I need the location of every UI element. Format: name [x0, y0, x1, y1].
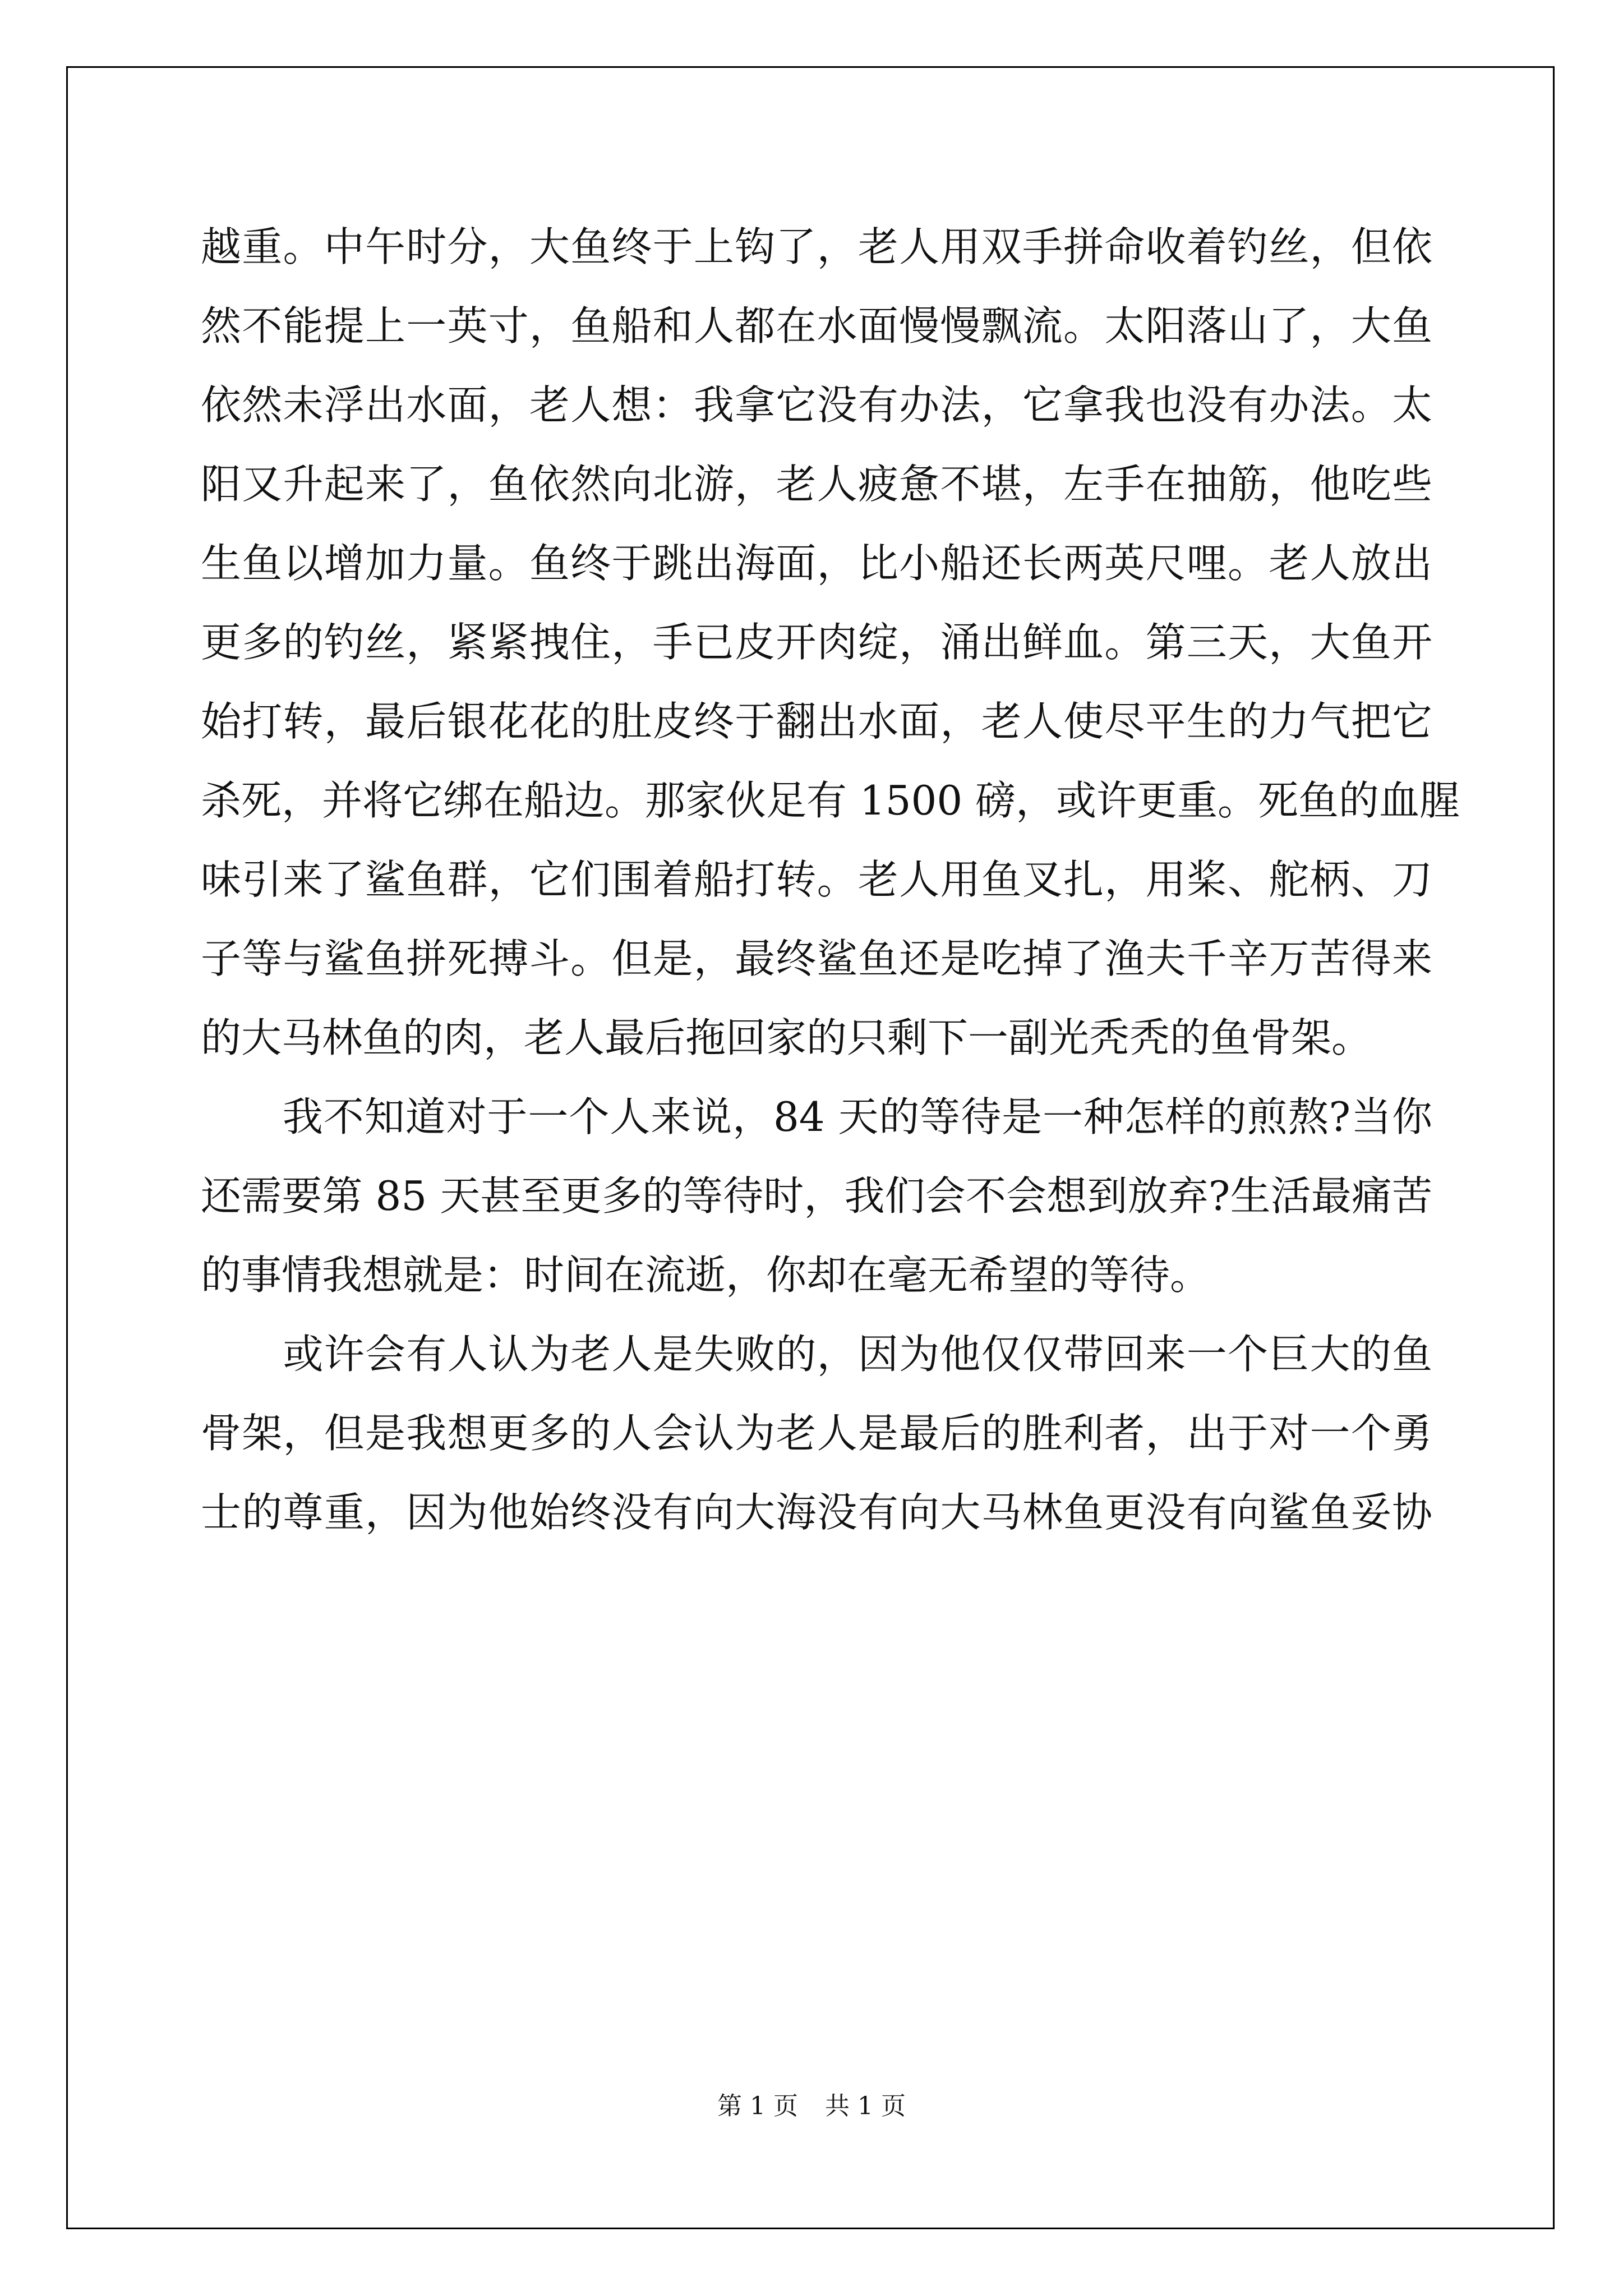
text-line: 依然未浮出水面，老人想：我拿它没有办法，它拿我也没有办法。太 [201, 381, 1432, 429]
page-total: 共 1 页 [825, 2092, 906, 2120]
text-line: 味引来了鲨鱼群，它们围着船打转。老人用鱼叉扎，用桨、舵柄、刀 [201, 856, 1432, 903]
text-line: 的大马林鱼的肉，老人最后拖回家的只剩下一副光秃秃的鱼骨架。 [201, 1014, 1372, 1061]
text-line: 士的尊重，因为他始终没有向大海没有向大马林鱼更没有向鲨鱼妥协 [201, 1489, 1432, 1536]
text-line: 子等与鲨鱼拼死搏斗。但是，最终鲨鱼还是吃掉了渔夫千辛万苦得来 [201, 935, 1432, 982]
page-number: 第 1 页 [717, 2092, 798, 2120]
text-line: 骨架，但是我想更多的人会认为老人是最后的胜利者，出于对一个勇 [201, 1410, 1432, 1457]
text-line: 或许会有人认为老人是失败的，因为他仅仅带回来一个巨大的鱼 [201, 1331, 1432, 1378]
text-line: 的事情我想就是：时间在流逝，你却在毫无希望的等待。 [201, 1251, 1211, 1299]
page-footer [0, 2086, 1623, 2122]
text-line: 然不能提上一英寸，鱼船和人都在水面慢慢飘流。太阳落山了，大鱼 [201, 302, 1432, 349]
text-line: 我不知道对于一个人来说，84 天的等待是一种怎样的煎熬?当你 [201, 1093, 1432, 1140]
text-line: 阳又升起来了，鱼依然向北游，老人疲惫不堪，左手在抽筋，他吃些 [201, 461, 1432, 508]
text-line: 生鱼以增加力量。鱼终于跳出海面，比小船还长两英尺哩。老人放出 [201, 540, 1432, 587]
text-line: 越重。中午时分，大鱼终于上钩了，老人用双手拼命收着钓丝，但依 [201, 223, 1432, 270]
text-line: 更多的钓丝，紧紧拽住，手已皮开肉绽，涌出鲜血。第三天，大鱼开 [201, 619, 1432, 666]
document-body [201, 208, 1460, 1552]
text-line: 还需要第 85 天甚至更多的等待时，我们会不会想到放弃?生活最痛苦 [201, 1172, 1432, 1220]
text-line: 始打转，最后银花花的肚皮终于翻出水面，老人使尽平生的力气把它 [201, 698, 1432, 745]
text-line: 杀死，并将它绑在船边。那家伙足有 1500 磅，或许更重。死鱼的血腥 [201, 777, 1460, 824]
